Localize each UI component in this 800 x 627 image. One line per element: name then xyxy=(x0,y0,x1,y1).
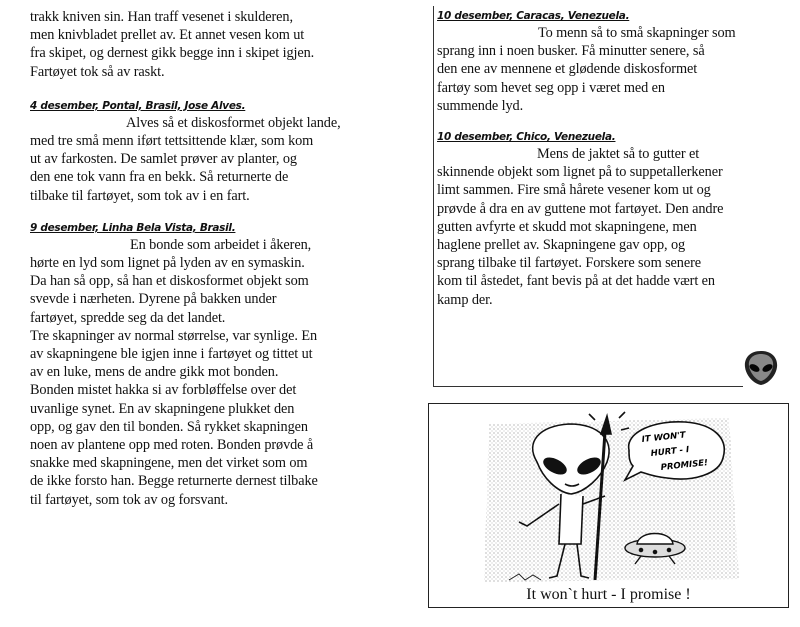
text-line: hørte en lyd som lignet på lyden av en symaskin. xyxy=(30,255,305,272)
text-line: Da han så opp, så han et diskosformet objekt som xyxy=(30,273,309,290)
text-line: fartøyet, spredde seg da det landet. xyxy=(30,309,226,326)
text-line: Mens de jaktet så to gutter et xyxy=(537,146,700,163)
text-line: gutten avfyrte et skudd mot skapningene, men xyxy=(437,218,697,235)
text-line: prøvde å dra en av guttene mot fartøyet. Den andre xyxy=(437,200,724,217)
text-line: Alves så et diskosformet objekt lande, xyxy=(126,114,341,131)
text-line: den ene tok vann fra en bekk. Så returnerte de xyxy=(30,169,289,186)
text-line: Fartøyet tok så av raskt. xyxy=(30,63,165,80)
text-line: haglene prellet av. Skapningene gav opp, og xyxy=(437,237,686,254)
column-bottom-rule xyxy=(433,386,745,387)
text-line: den ene av mennene et glødende diskosformet xyxy=(437,61,698,78)
column-divider-rule xyxy=(433,6,434,386)
text-line: opp, og gav den til bonden. Så rykket skapningen xyxy=(30,418,308,435)
speech-bubble xyxy=(625,422,724,480)
speech-bubble-line: IT WON'T xyxy=(641,430,687,445)
report-heading-chico: 10 desember, Chico, Venezuela. xyxy=(437,131,616,144)
text-line: skinnende objekt som lignet på to suppetallerkener xyxy=(437,164,723,181)
text-line: svevde i nærheten. Dyrene på bakken under xyxy=(30,291,277,308)
right-column xyxy=(437,8,782,309)
text-line: sprang tilbake til fartøyet. Forskere som senere xyxy=(437,255,701,272)
report-paragraph-caracas xyxy=(437,24,782,115)
cartoon-panel xyxy=(428,403,789,608)
speech-bubble-line: HURT - I xyxy=(650,445,690,459)
text-line: Tre skapninger av normal størrelse, var synlige. En xyxy=(30,327,317,344)
text-line: men knivbladet prellet av. Et annet vesen kom ut xyxy=(30,27,305,44)
text-line: tilbake til fartøyet, som tok av i en fart. xyxy=(30,187,250,204)
intro-paragraph xyxy=(30,8,390,81)
text-line: fra skipet, og dernest gikk begge inn i skipet igjen. xyxy=(30,45,315,62)
report-paragraph-pontal xyxy=(30,114,390,205)
text-line: av skapningene ble igjen inne i fartøyet og tittet ut xyxy=(30,346,313,363)
report-paragraph-chico xyxy=(437,145,782,309)
text-line: To menn så to små skapninger som xyxy=(538,25,736,41)
left-column xyxy=(30,8,390,509)
text-line: ut av farkosten. De samlet prøver av planter, og xyxy=(30,151,297,168)
text-line: snakke med skapningene, men det virket som om xyxy=(30,455,308,472)
text-line: de ikke forsto han. Begge returnerte dernest tilbake xyxy=(30,473,318,490)
text-line: limt sammen. Fire små hårete vesener kom ut og xyxy=(437,182,711,199)
alien-head-icon xyxy=(743,349,779,387)
cartoon-caption: It won`t hurt - I promise ! xyxy=(526,586,691,603)
report-heading-linha-bela-vista: 9 desember, Linha Bela Vista, Brasil. xyxy=(30,221,236,234)
text-line: uvanlige synet. En av skapningene plukket den xyxy=(30,400,295,417)
report-paragraph-linha-bela-vista xyxy=(30,236,390,509)
speech-bubble-line: PROMISE! xyxy=(660,458,709,473)
text-line: noen av plantene opp med roten. Bonden prøvde å xyxy=(30,437,314,454)
text-line: fartøy som hevet seg opp i været med en xyxy=(437,79,665,96)
text-line: kamp der. xyxy=(437,291,493,308)
text-line: Bonden mistet hakka si av forbløffelse over det xyxy=(30,382,297,399)
text-line: med tre små menn iført tettsittende klær, som kom xyxy=(30,133,314,150)
report-heading-pontal: 4 desember, Pontal, Brasil, Jose Alves. xyxy=(30,99,246,112)
alien-cartoon-illustration xyxy=(429,404,788,584)
text-line: summende lyd. xyxy=(437,97,524,114)
text-line: En bonde som arbeidet i åkeren, xyxy=(130,236,312,253)
text-line: til fartøyet, som tok av og forsvant. xyxy=(30,491,229,508)
text-line: trakk kniven sin. Han traff vesenet i skulderen, xyxy=(30,9,293,25)
text-line: sprang inn i noen busker. Få minutter senere, så xyxy=(437,43,705,60)
text-line: av en luke, mens de andre gikk mot bonden. xyxy=(30,364,279,381)
text-line: kom til åstedet, fant bevis på at det hadde vært en xyxy=(437,273,715,290)
report-heading-caracas: 10 desember, Caracas, Venezuela. xyxy=(437,10,630,22)
